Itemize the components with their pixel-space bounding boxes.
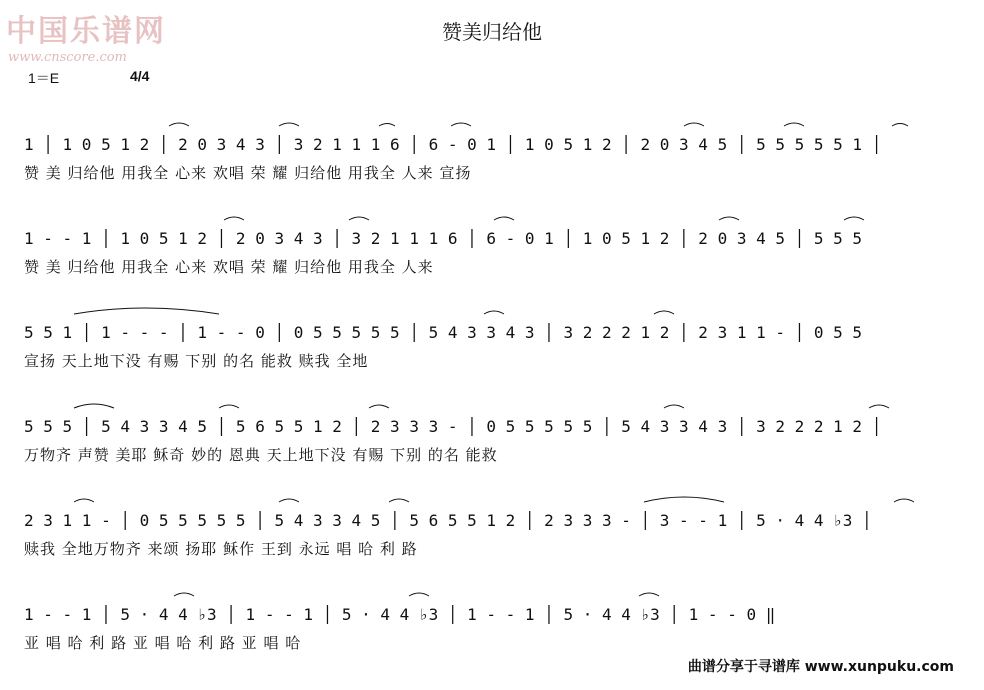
slur-marks (74, 308, 674, 314)
score-row-3 (0, 306, 984, 402)
notes-text: 1 │ 1 0 5 1 2 │ 2 0 3 4 3 │ 3 2 1 1 1 6 │ 6 - 0 1 │ 1 0 5 1 2 │ 2 0 3 4 5 │ 5 5 5 5 5 1 │ (24, 135, 882, 154)
score-row-5 (0, 494, 984, 590)
notes-text: 1 - - 1 │ 1 0 5 1 2 │ 2 0 3 4 3 │ 3 2 1 1 1 6 │ 6 - 0 1 │ 1 0 5 1 2 │ 2 0 3 4 5 │ 5 5 5 (24, 229, 863, 248)
score-row-1 (0, 118, 984, 214)
slur-marks (224, 217, 864, 220)
lyrics-line: 万物齐 声赞 美耶 稣奇 妙的 恩典 天上地下没 有赐 下别 的名 能救 (24, 446, 498, 464)
lyrics-line: 赎我 全地万物齐 来颂 扬耶 稣作 王到 永远 唱 哈 利 路 (24, 540, 418, 558)
score-row-4 (0, 400, 984, 496)
slur-marks (169, 123, 908, 126)
watermark-logo: 中国乐谱网 (6, 14, 166, 49)
notes-text: 5 5 5 │ 5 4 3 3 4 5 │ 5 6 5 5 1 2 │ 2 3 3 3 - │ 0 5 5 5 5 5 │ 5 4 3 3 4 3 │ 3 2 2 2 1 2 │ (24, 417, 882, 436)
footer-credit: 曲谱分享于寻谱库 www.xunpuku.com (687, 659, 954, 675)
lyrics-line: 亚 唱 哈 利 路 亚 唱 哈 利 路 亚 唱 哈 (24, 634, 302, 652)
notes-text: 2 3 1 1 - │ 0 5 5 5 5 5 │ 5 4 3 3 4 5 │ 5 6 5 5 1 2 │ 2 3 3 3 - │ 3 - - 1 │ 5 · 4 4 ♭3 │ (24, 511, 872, 530)
notes-text: 1 - - 1 │ 5 · 4 4 ♭3 │ 1 - - 1 │ 5 · 4 4 ♭3 │ 1 - - 1 │ 5 · 4 4 ♭3 │ 1 - - 0 ‖ (24, 605, 776, 624)
lyrics-line: 宣扬 天上地下没 有赐 下别 的名 能救 赎我 全地 (24, 352, 369, 370)
time-signature: 4/4 (130, 68, 150, 84)
slur-marks (74, 404, 889, 408)
watermark-url: www.cnscore.com (8, 50, 127, 65)
slur-marks (174, 593, 659, 596)
notes-text: 5 5 1 │ 1 - - - │ 1 - - 0 │ 0 5 5 5 5 5 │ 5 4 3 3 4 3 │ 3 2 2 2 1 2 │ 2 3 1 1 - │ 0 5 5 (24, 323, 863, 342)
score-row-2 (0, 212, 984, 308)
slur-marks (74, 497, 914, 502)
song-title: 赞美归给他 (442, 20, 542, 44)
lyrics-line: 赞 美 归给他 用我全 心来 欢唱 荣 耀 归给他 用我全 人来 宣扬 (24, 164, 472, 182)
key-signature: 1＝E (28, 70, 60, 86)
lyrics-line: 赞 美 归给他 用我全 心来 欢唱 荣 耀 归给他 用我全 人来 (24, 258, 434, 276)
